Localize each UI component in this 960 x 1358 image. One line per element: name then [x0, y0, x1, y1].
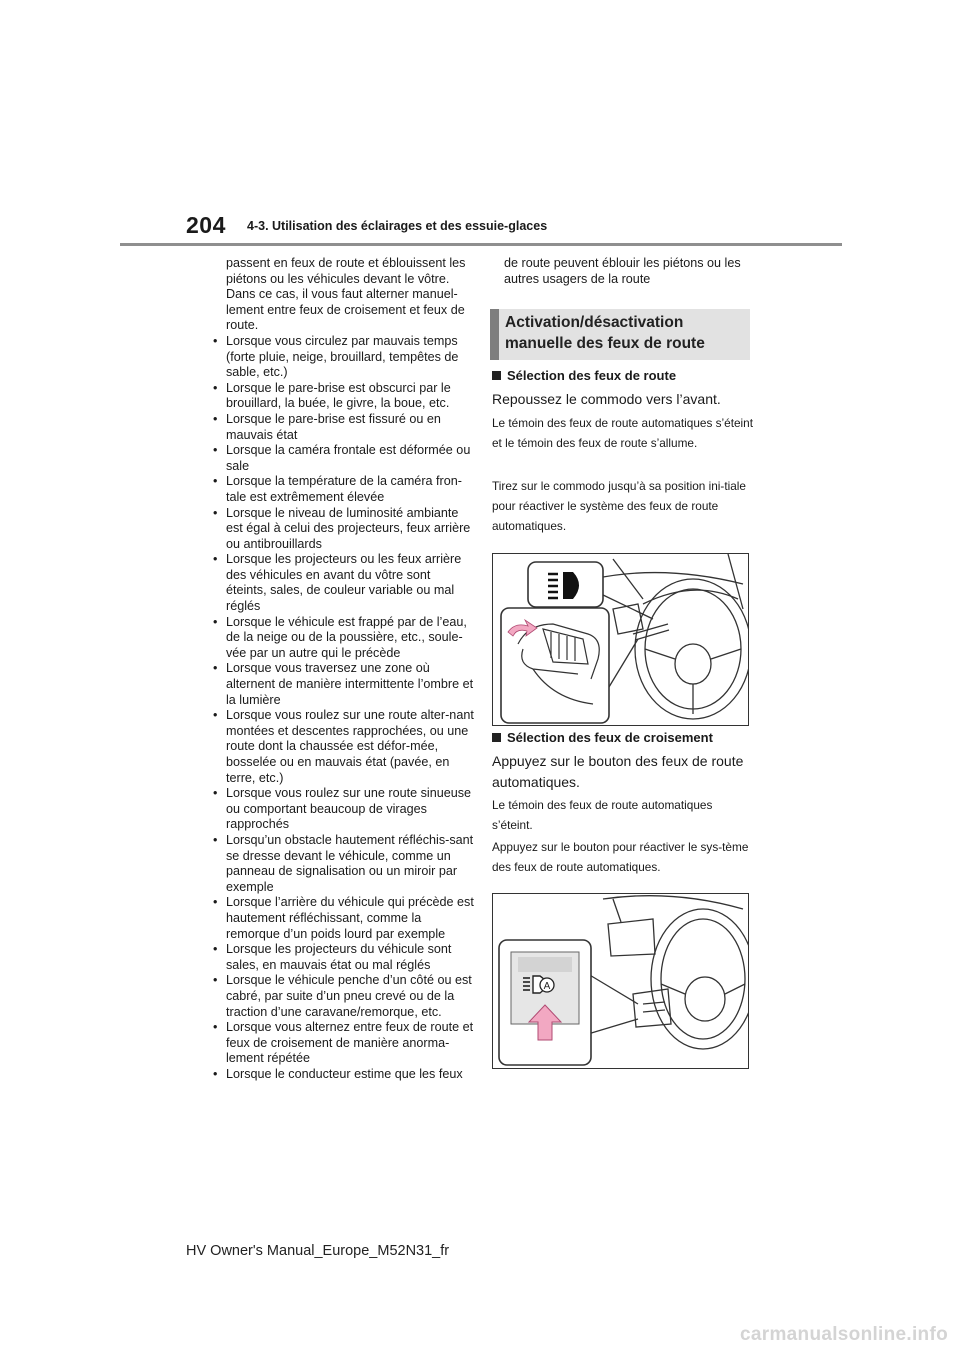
bullet-icon: •: [213, 832, 218, 847]
condition-text: Lorsque le niveau de luminosité ambiante est égal à celui des projecteurs, feux arrière ou antibrouillards: [226, 505, 471, 551]
subheading-high-beam-text: Sélection des feux de route: [507, 368, 677, 383]
condition-item: [212, 381, 474, 412]
bullet-icon: •: [213, 1066, 218, 1081]
condition-text: Lorsque le conducteur estime que les feux: [226, 1066, 463, 1081]
bullet-icon: •: [213, 505, 218, 520]
condition-item: [212, 942, 474, 973]
subheading-low-beam: [492, 730, 713, 745]
section-title-box: [490, 309, 750, 360]
condition-item: [212, 334, 474, 381]
bullet-icon: •: [213, 552, 218, 567]
bullet-icon: •: [213, 1020, 218, 1035]
condition-list: [212, 334, 474, 1083]
para-high-beam-1: Le témoin des feux de route automatiques s’éteint et le témoin des feux de route s’allume.: [492, 416, 754, 450]
bullet-icon: •: [213, 380, 218, 395]
header-rule: [120, 243, 842, 246]
condition-item: [212, 443, 474, 474]
instruction-low-beam: Appuyez sur le bouton des feux de route automatiques.: [492, 753, 744, 790]
condition-item: [212, 895, 474, 942]
bullet-icon: •: [213, 895, 218, 910]
bullet-icon: •: [213, 443, 218, 458]
section-title-line2: manuelle des feux de route: [505, 335, 705, 352]
footer-manual-id: HV Owner's Manual_Europe_M52N31_fr: [186, 1243, 450, 1259]
condition-item: [212, 474, 474, 505]
condition-text: Lorsque les projecteurs du véhicule sont sales, en mauvais état ou mal réglés: [226, 942, 452, 972]
condition-item: [212, 552, 474, 614]
condition-text: Lorsque les projecteurs ou les feux arrière des véhicules en avant du vôtre sont éteints, sales, de couleur variable ou mal réglés: [226, 552, 462, 614]
bullet-icon: •: [213, 333, 218, 348]
condition-text: Lorsque la caméra frontale est déformée ou sale: [226, 443, 471, 473]
condition-item: [212, 973, 474, 1020]
continuation-paragraph: de route peuvent éblouir les piétons ou les autres usagers de la route: [504, 256, 741, 286]
condition-item: [212, 833, 474, 895]
condition-text: Lorsque l’arrière du véhicule qui précède est hautement réfléchissant, comme la remorque d’un poids lourd par exemple: [226, 895, 474, 941]
condition-text: Lorsque le pare-brise est fissuré ou en mauvais état: [226, 411, 441, 442]
para-high-beam-2: Tirez sur le commodo jusqu’à sa position ini-tiale pour réactiver le système des feux de route automatiques.: [492, 479, 746, 533]
condition-item: [212, 615, 474, 662]
condition-text: Lorsqu’un obstacle hautement réfléchis-sant se dresse devant le véhicule, comme un panneau de signalisation ou un miroir par exemple: [226, 832, 474, 894]
para-low-beam-2: Appuyez sur le bouton pour réactiver le sys-tème des feux de route automatiques.: [492, 840, 749, 874]
condition-text: Lorsque le pare-brise est obscurci par le brouillard, la buée, le givre, la boue, etc.: [226, 380, 451, 411]
square-bullet-icon: [492, 371, 501, 380]
right-column-top: [490, 256, 752, 287]
condition-text: Lorsque vous alternez entre feux de route et feux de croisement de manière anorma-lement répétée: [226, 1020, 474, 1066]
bullet-icon: •: [213, 411, 218, 426]
bullet-icon: •: [213, 474, 218, 489]
left-column: [212, 256, 474, 1082]
condition-item: [212, 661, 474, 708]
bullet-icon: •: [213, 786, 218, 801]
section-title-line1: Activation/désactivation: [505, 314, 684, 331]
condition-text: Lorsque vous roulez sur une route alter-nant montées et descentes rapprochées, ou une route dont la chaussée est défor-mée, bosselée ou en mauvais état (pavée, en terre, etc.): [226, 708, 474, 785]
para-low-beam-1: Le témoin des feux de route automatiques s’éteint.: [492, 798, 713, 832]
bullet-icon: •: [213, 614, 218, 629]
condition-text: Lorsque vous traversez une zone où alternent de manière intermittente l’ombre et la lumière: [226, 661, 474, 707]
lead-paragraph: passent en feux de route et éblouissent les piétons ou les véhicules devant le vôtre. Dans ce cas, il vous faut alterner manuel-lement entre feux de croisement et feux de route.: [226, 256, 466, 333]
bullet-icon: •: [213, 661, 218, 676]
condition-text: Lorsque la température de la caméra fron-tale est extrêmement élevée: [226, 474, 462, 504]
condition-text: Lorsque le véhicule penche d’un côté ou est cabré, par suite d’un pneu crevé ou de la traction d’une caravane/remorque, etc.: [226, 973, 472, 1019]
chapter-heading: 4-3. Utilisation des éclairages et des essuie-glaces: [247, 219, 548, 233]
condition-item: [212, 1020, 474, 1067]
bullet-icon: •: [213, 973, 218, 988]
condition-text: Lorsque vous roulez sur une route sinueuse ou comportant beaucoup de virages rapprochés: [226, 786, 472, 832]
auto-beam-button-icon: A: [543, 981, 551, 992]
condition-item: [212, 1067, 474, 1083]
condition-text: Lorsque le véhicule est frappé par de l’eau, de la neige ou de la poussière, etc., soule-vée par un autre qui le précède: [226, 614, 467, 660]
bullet-icon: •: [213, 708, 218, 723]
button-illustration: [492, 893, 749, 1069]
condition-text: Lorsque vous circulez par mauvais temps (forte pluie, neige, brouillard, tempêtes de sable, etc.): [226, 333, 459, 380]
watermark: carmanualsonline.info: [740, 1324, 948, 1345]
subheading-low-beam-text: Sélection des feux de croisement: [507, 730, 713, 745]
condition-item: [212, 786, 474, 833]
bullet-icon: •: [213, 942, 218, 957]
condition-item: [212, 412, 474, 443]
page-number: 204: [186, 212, 226, 238]
subheading-high-beam: [492, 368, 676, 383]
lever-illustration: [492, 553, 749, 726]
square-bullet-icon: [492, 733, 501, 742]
condition-item: [212, 708, 474, 786]
instruction-high-beam: Repoussez le commodo vers l’avant.: [492, 391, 721, 407]
condition-item: [212, 506, 474, 553]
